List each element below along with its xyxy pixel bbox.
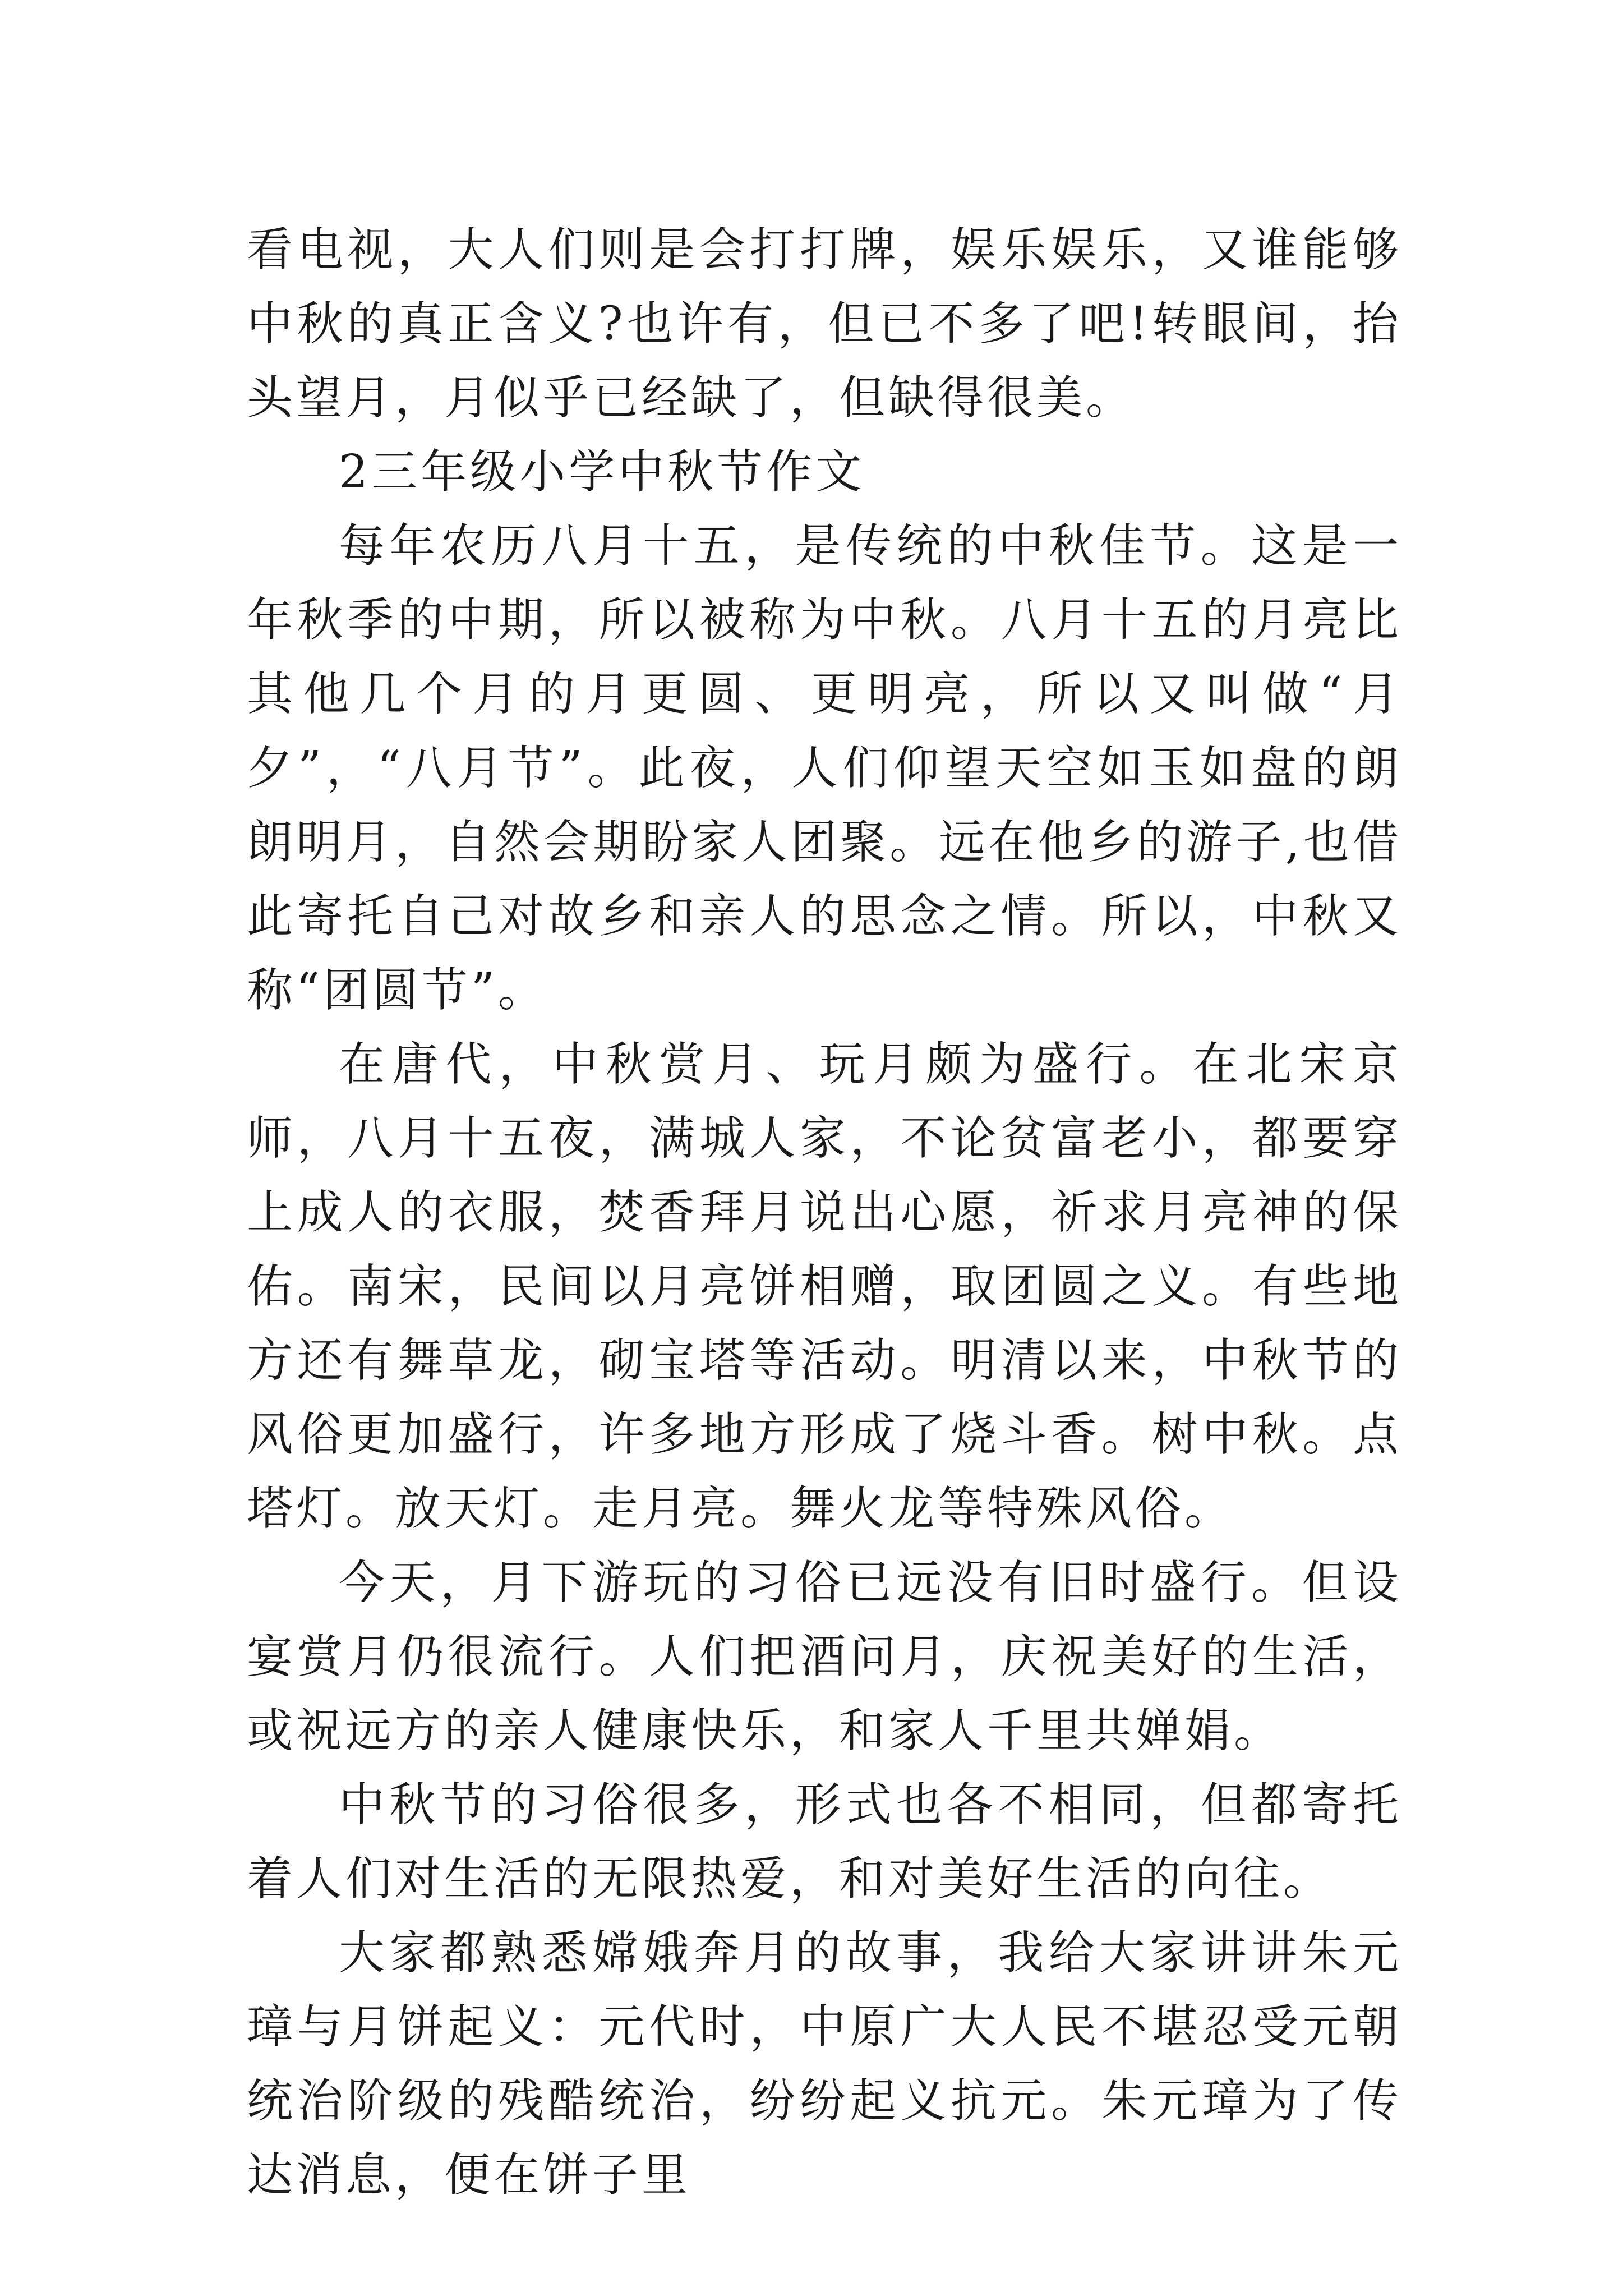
paragraph-continuation: 看电视，大人们则是会打打牌，娱乐娱乐，又谁能够中秋的真正含义?也许有，但已不多了吧!转眼间，抬头望月，月似乎已经缺了，但缺得很美。 <box>247 223 1402 425</box>
paragraph-history: 在唐代，中秋赏月、玩月颇为盛行。在北宋京师，八月十五夜，满城人家，不论贫富老小，都要穿上成人的衣服，焚香拜月说出心愿，祈求月亮神的保佑。南宋，民间以月亮饼相赠，取团圆之义。有些地方还有舞草龙，砌宝塔等活动。明清以来，中秋节的风俗更加盛行，许多地方形成了烧斗香。树中秋。点塔灯。放天灯。走月亮。舞火龙等特殊风俗。 <box>247 1038 1402 1535</box>
paragraph-zhu-yuanzhang: 大家都熟悉嫦娥奔月的故事，我给大家讲讲朱元璋与月饼起义：元代时，中原广大人民不堪忍受元朝统治阶级的残酷统治，纷纷起义抗元。朱元璋为了传达消息，便在饼子里 <box>247 1926 1402 2202</box>
document-body <box>247 213 1402 2212</box>
section-heading: 2三年级小学中秋节作文 <box>339 445 865 499</box>
paragraph-customs: 中秋节的习俗很多，形式也各不相同，但都寄托着人们对生活的无限热爱，和对美好生活的向往。 <box>247 1778 1402 1906</box>
paragraph-today: 今天，月下游玩的习俗已远没有旧时盛行。但设宴赏月仍很流行。人们把酒问月，庆祝美好的生活，或祝远方的亲人健康快乐，和家人千里共婵娟。 <box>247 1556 1402 1757</box>
paragraph-mid-autumn-intro: 每年农历八月十五，是传统的中秋佳节。这是一年秋季的中期，所以被称为中秋。八月十五的月亮比其他几个月的月更圆、更明亮，所以又叫做“月夕”，“八月节”。此夜，人们仰望天空如玉如盘的朗朗明月，自然会期盼家人团聚。远在他乡的游子,也借此寄托自己对故乡和亲人的思念之情。所以，中秋又称“团圆节”。 <box>247 519 1402 1017</box>
